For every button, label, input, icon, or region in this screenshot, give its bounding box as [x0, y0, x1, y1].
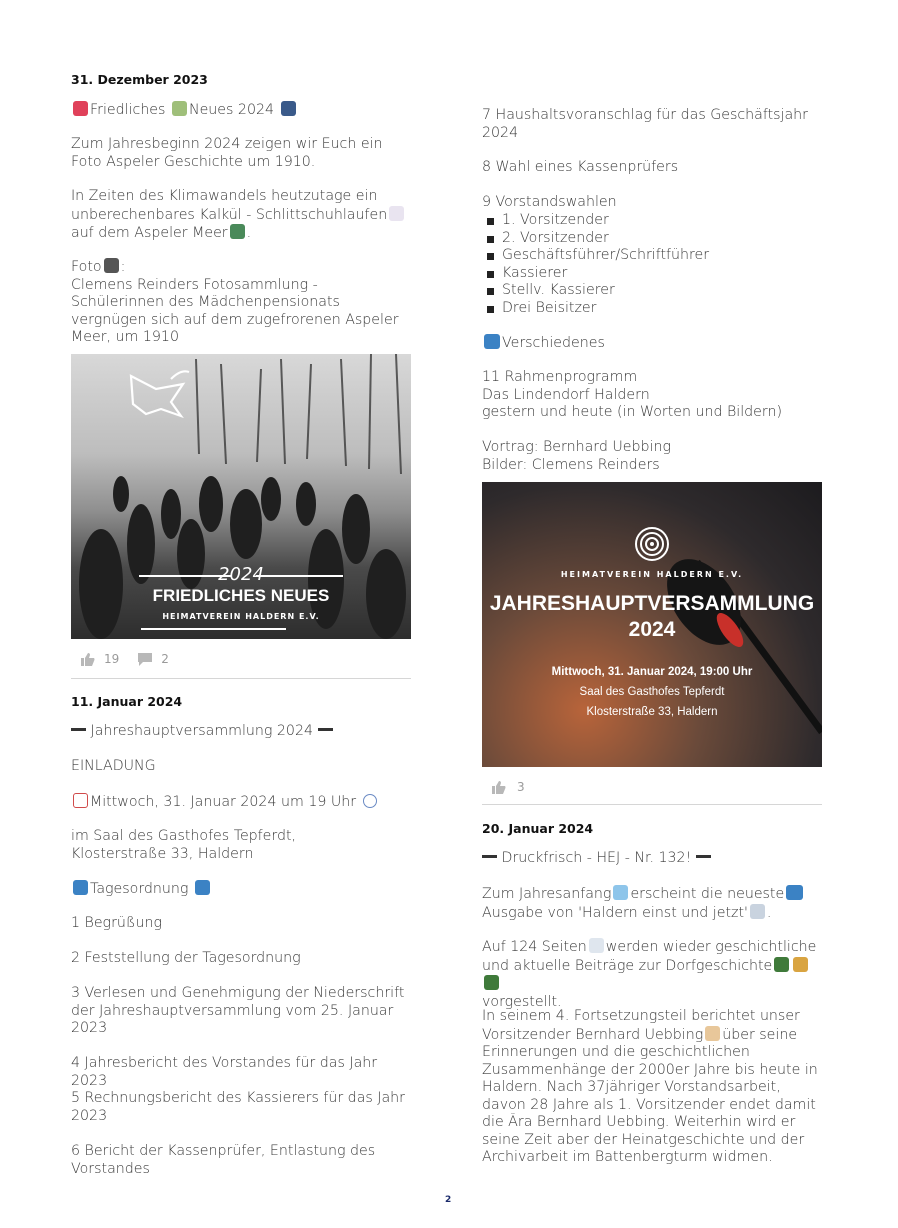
text-span: vorgestellt. [482, 993, 562, 1010]
image-date: Mittwoch, 31. Januar 2024, 19:00 Uhr [551, 666, 753, 678]
post-image-friedliches-neues[interactable] [71, 354, 411, 639]
speaker-info [482, 439, 822, 474]
post-paragraph [482, 1008, 822, 1167]
text-span: Verschiedenes [502, 335, 605, 351]
fireworks-icon [281, 101, 296, 116]
title-text: Jahreshauptversammlung 2024 [90, 723, 314, 739]
reactions-bar [491, 780, 525, 794]
text-span: Vortrag: Bernhard Uebbing [482, 439, 671, 455]
post-date: 31. Dezember 2023 [71, 72, 208, 87]
new-button-icon [786, 885, 803, 900]
tree-icon [774, 957, 789, 972]
agenda-item: 3 Verlesen und Genehmigung der Niederschrift der Jahreshauptversammlung vom 25. Januar 2023 [71, 985, 405, 1036]
image-headline-year: 2024 [628, 618, 676, 641]
play-button-icon [73, 880, 88, 895]
landscape-icon [230, 224, 245, 239]
page-icon [589, 938, 604, 953]
image-headline: JAHRESHAUPTVERSAMMLUNG [489, 592, 815, 615]
election-list [482, 212, 822, 317]
text-span: werden wieder geschichtliche und aktuelle Beiträge zur Dorfgeschichte [482, 939, 817, 974]
agenda-item: 7 Haushaltsvoranschlag für das Geschäftsjahr 2024 [482, 107, 808, 141]
image-org: HEIMATVEREIN HALDERN E.V. [162, 612, 320, 621]
agenda-item: 9 Vorstandswahlen [482, 194, 617, 210]
image-year: 2024 [218, 564, 264, 585]
snowflake-icon [613, 885, 628, 900]
reactions-bar [80, 652, 169, 666]
post-paragraph: Zum Jahresbeginn 2024 zeigen wir Euch ein Foto Aspeler Geschichte um 1910. [71, 136, 383, 170]
olive-branch-icon [172, 101, 187, 116]
image-venue: Saal des Gasthofes Tepferdt [579, 686, 725, 698]
dash-icon [318, 728, 333, 731]
text-span: In seinem 4. Fortsetzungsteil berichtet unser Vorsitzender Bernhard Uebbing [482, 1008, 800, 1043]
post-image-jahreshauptversammlung[interactable] [482, 482, 822, 767]
tree-icon [484, 975, 499, 990]
clock-icon [363, 794, 377, 808]
agenda-item: 1 Begrüßung [71, 915, 162, 931]
text-span: im Saal des Gasthofes Tepferdt, [71, 828, 297, 844]
man-office-worker-icon [705, 1026, 720, 1041]
camera-icon [104, 258, 119, 273]
agenda-item: 6 Bericht der Kassenprüfer, Entlastung des Vorstandes [71, 1143, 376, 1177]
keycap-ten-icon [484, 334, 500, 349]
list-item: 2. Vorsitzender [482, 230, 822, 248]
image-org: HEIMATVEREIN HALDERN E.V. [560, 570, 744, 579]
event-location [71, 828, 411, 863]
agenda-heading [71, 880, 411, 899]
text-span: über seine Erinnerungen und die geschichtlichen Zusammenhänge der 2000er Jahre bis heute in Haldern. Nach 37jähriger Vorstandsarbeit, davon 28 Jahre als 1. Vorsitzender endet damit die Ära Bernhard Uebbing. Weiterhin wird er seine Zeit aber der Heinatgeschichte und der Archivarbeit im Battenbergturm widmen. [482, 1026, 818, 1165]
thumbs-up-icon[interactable] [491, 780, 507, 794]
post-paragraph: In Zeiten des Klimawandels heutzutage ein unberechenbares Kalkül - Schlittschuhlaufenauf dem Aspeler Meer . [71, 188, 416, 243]
post-paragraph [482, 938, 822, 1011]
credit-text: Clemens Reinders Fotosammlung - Schülerinnen des Mädchenpensionats vergnügen sich auf dem zugefrorenen Aspeler Meer, um 1910 [71, 276, 399, 345]
einladung-label: EINLADUNG [71, 758, 156, 774]
text-span: erscheint die neueste [630, 886, 785, 902]
event-time [71, 793, 411, 812]
text-span: Das Lindendorf Haldern [482, 386, 650, 403]
text-span: 11 Rahmenprogramm [482, 369, 638, 385]
image-headline: FRIEDLICHES NEUES [152, 586, 330, 605]
post-title [482, 850, 822, 868]
dash-icon [696, 855, 711, 858]
list-item: Geschäftsführer/Schriftführer [482, 247, 822, 265]
text-span: Zum Jahresanfang [482, 886, 612, 902]
title-text: Druckfrisch - HEJ - Nr. 132! [501, 850, 692, 866]
like-count: 19 [104, 652, 120, 666]
text-span: Tagesordnung [90, 881, 189, 897]
text-span: In Zeiten des Klimawandels heutzutage ein unberechenbares Kalkül - Schlittschuhlaufen [71, 188, 388, 223]
text-span: Bilder: Clemens Reinders [482, 456, 660, 473]
post-title [71, 723, 411, 741]
list-item: Stellv. Kassierer [482, 282, 822, 300]
agenda-item [482, 334, 822, 353]
foto-colon: : [120, 259, 126, 275]
post-date: 20. Januar 2024 [482, 821, 594, 836]
agenda-item: 5 Rechnungsbericht des Kassierers für das Jahr 2023 [71, 1090, 405, 1124]
text-span: gestern und heute (in Worten und Bildern) [482, 404, 783, 420]
dash-icon [482, 855, 497, 858]
text-span: Mittwoch, 31. Januar 2024 um 19 Uhr [90, 794, 357, 810]
post-paragraph: Zum Jahresanfang erscheint die neueste Ausgabe von 'Haldern einst und jetzt' . [482, 885, 822, 922]
page-number: 2 [445, 1195, 452, 1205]
ice-skate-icon [389, 206, 404, 221]
title-part: Friedliches [90, 102, 166, 118]
like-count: 3 [517, 780, 525, 794]
list-item: Kassierer [482, 265, 822, 283]
post-title [71, 101, 411, 120]
post-divider [71, 678, 411, 679]
text-span: auf dem Aspeler Meer [71, 225, 228, 241]
newspaper-icon [750, 904, 765, 919]
agenda-item [482, 369, 822, 422]
reverse-button-icon [195, 880, 210, 895]
foto-label: Foto [71, 259, 102, 275]
post-divider [482, 804, 822, 805]
agenda-item: 4 Jahresbericht des Vorstandes für das Jahr 2023 [71, 1055, 378, 1089]
party-popper-icon [73, 101, 88, 116]
list-item: 1. Vorsitzender [482, 212, 822, 230]
photo-credit [71, 258, 411, 347]
agenda-item: 8 Wahl eines Kassenprüfers [482, 159, 679, 175]
agenda-item: 2 Feststellung der Tagesordnung [71, 950, 301, 966]
list-item: Drei Beisitzer [482, 300, 822, 318]
calendar-icon [73, 793, 88, 808]
title-part: Neues 2024 [188, 102, 275, 118]
image-address: Klosterstraße 33, Haldern [586, 706, 718, 718]
comment-count: 2 [161, 652, 169, 666]
comment-icon[interactable] [137, 652, 153, 666]
post-date: 11. Januar 2024 [71, 694, 183, 709]
text-span: Ausgabe von 'Haldern einst und jetzt' [482, 904, 748, 921]
text-span: Auf 124 Seiten [482, 939, 587, 955]
house-icon [793, 957, 808, 972]
text-span: Klosterstraße 33, Haldern [71, 845, 254, 862]
dash-icon [71, 728, 86, 731]
thumbs-up-icon[interactable] [80, 652, 96, 666]
